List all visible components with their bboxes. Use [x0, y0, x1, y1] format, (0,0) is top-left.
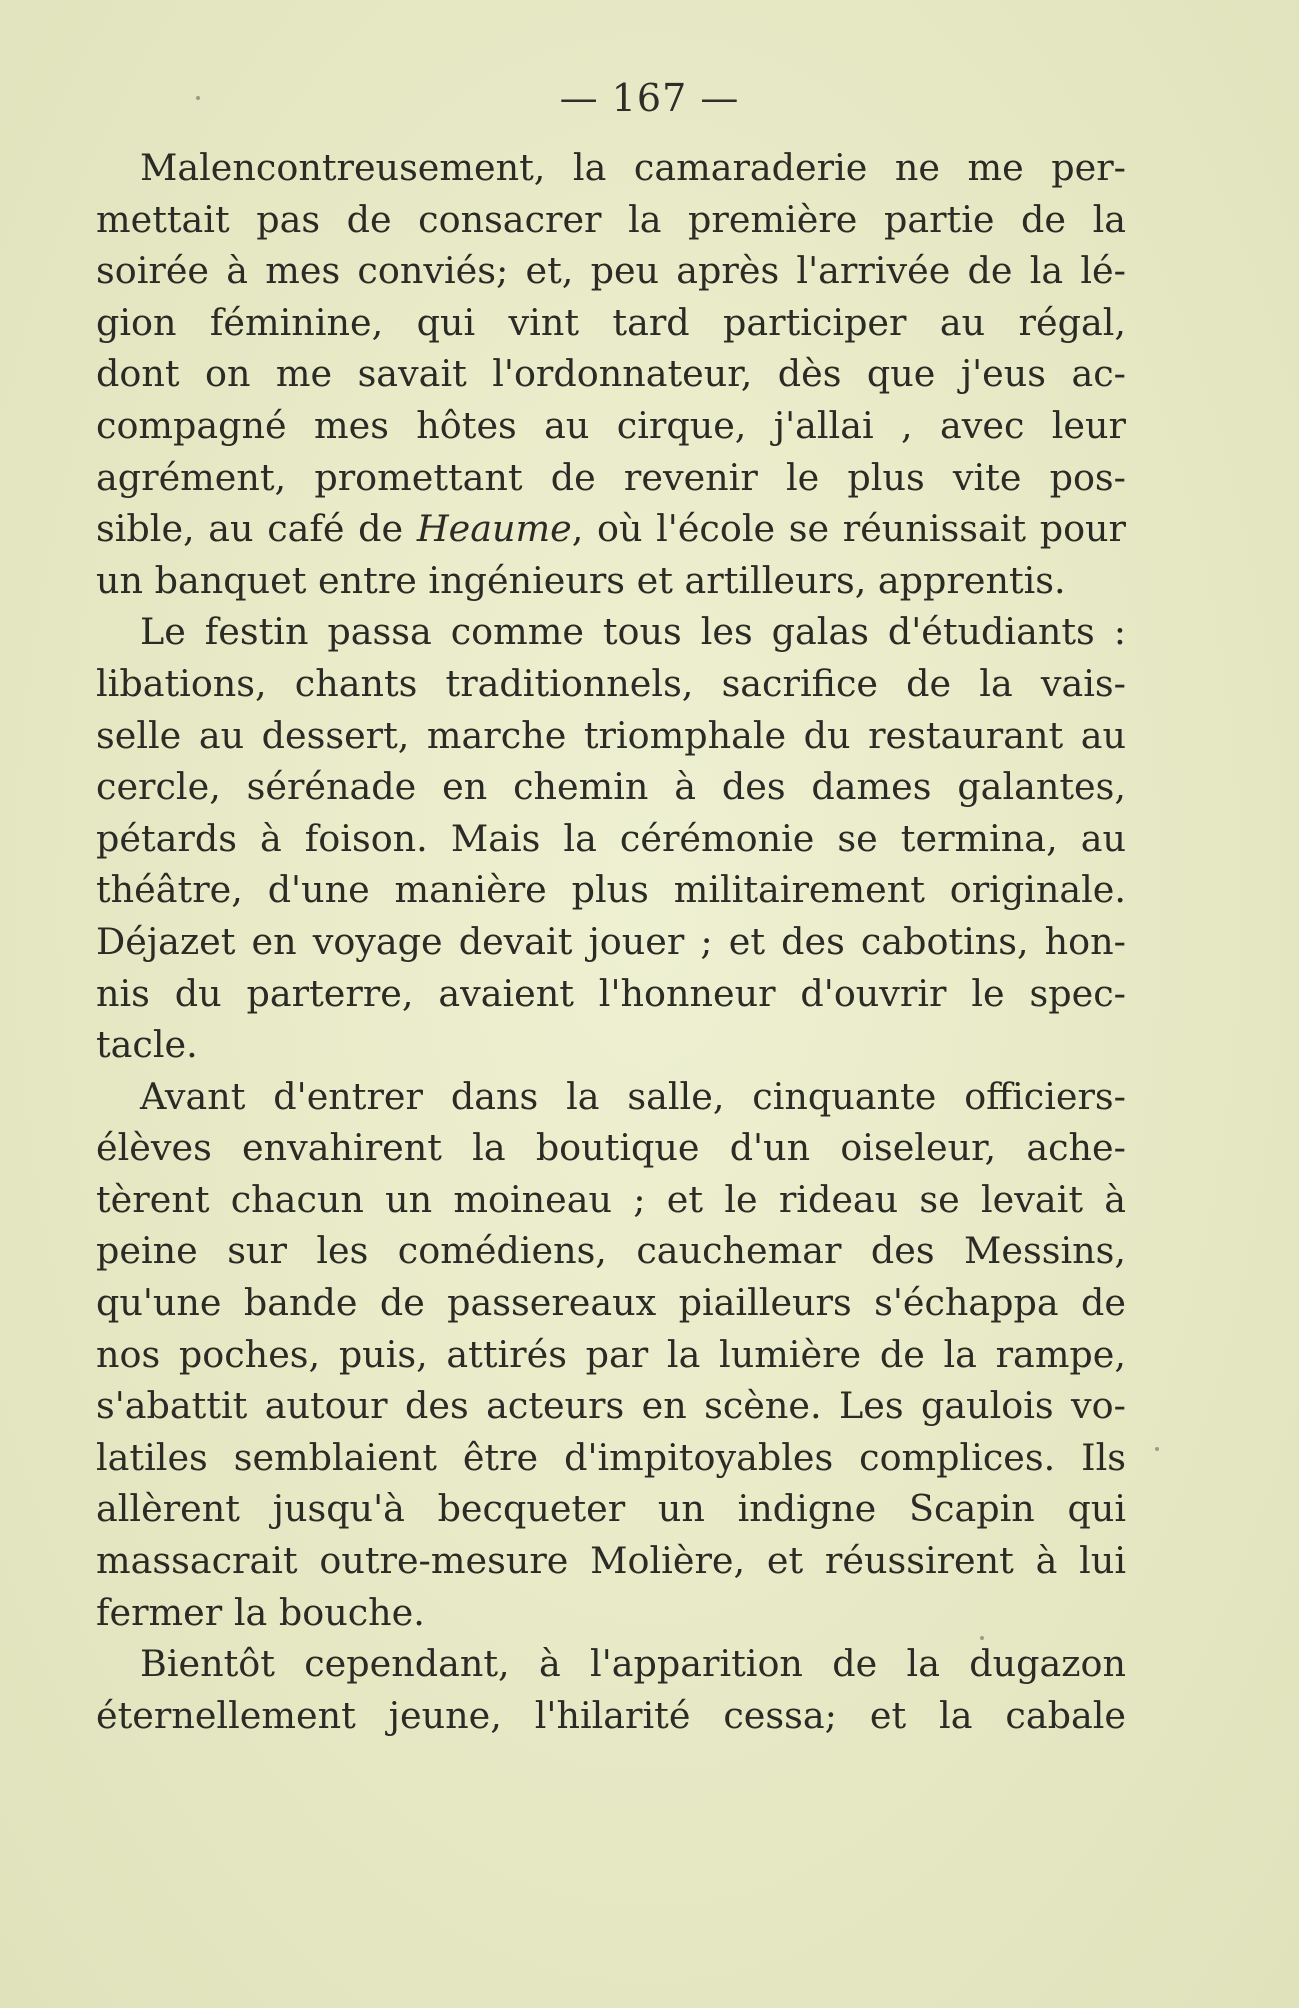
- text-line: nis du parterre, avaient l'honneur d'ouvrir le spec-: [96, 971, 1126, 1015]
- paragraph-4: [96, 1638, 1126, 1741]
- text-fragment: , où l'école se réunissait pour: [571, 507, 1127, 551]
- print-speck: [1155, 1447, 1159, 1451]
- text-line: compagné mes hôtes au cirque, j'allai , avec leur: [96, 403, 1126, 447]
- paragraph-3: [96, 1071, 1126, 1639]
- text-line: élèves envahirent la boutique d'un oiseleur, ache-: [96, 1126, 1126, 1170]
- text-line: dont on me savait l'ordonnateur, dès que j'eus ac-: [96, 352, 1126, 396]
- text-line: tèrent chacun un moineau ; et le rideau se levait à: [96, 1177, 1126, 1221]
- paragraph-2: [96, 606, 1126, 1070]
- text-line: allèrent jusqu'à becqueter un indigne Scapin qui: [96, 1487, 1126, 1531]
- text-line: théâtre, d'une manière plus militairement originale.: [96, 868, 1126, 912]
- text-line: mettait pas de consacrer la première partie de la: [96, 197, 1126, 241]
- text-line: fermer la bouche.: [96, 1590, 425, 1634]
- text-line: s'abattit autour des acteurs en scène. Les gaulois vo-: [96, 1384, 1126, 1428]
- text-line: Bientôt cependant, à l'apparition de la dugazon: [140, 1642, 1126, 1686]
- text-line: peine sur les comédiens, cauchemar des Messins,: [96, 1229, 1126, 1273]
- text-line: selle au dessert, marche triomphale du restaurant au: [96, 713, 1126, 757]
- text-line: qu'une bande de passereaux piailleurs s'échappa de: [96, 1281, 1126, 1325]
- body-text: [96, 142, 1126, 1741]
- text-fragment: sible, au café de: [96, 507, 417, 551]
- text-line: soirée à mes conviés; et, peu après l'arrivée de la lé-: [96, 249, 1126, 293]
- text-line-with-italic: [96, 503, 1126, 555]
- text-line: agrément, promettant de revenir le plus vite pos-: [96, 455, 1126, 499]
- print-speck: [980, 1636, 984, 1640]
- text-line: nos poches, puis, attirés par la lumière de la rampe,: [96, 1332, 1126, 1376]
- italic-name: Heaume: [416, 507, 572, 551]
- text-line: libations, chants traditionnels, sacrifice de la vais-: [96, 661, 1126, 705]
- text-line: massacrait outre-mesure Molière, et réussirent à lui: [96, 1539, 1126, 1583]
- text-line: Déjazet en voyage devait jouer ; et des cabotins, hon-: [96, 919, 1126, 963]
- text-line: tacle.: [96, 1023, 198, 1067]
- text-line: pétards à foison. Mais la cérémonie se termina, au: [96, 816, 1126, 860]
- text-line: Le festin passa comme tous les galas d'étudiants :: [140, 610, 1126, 654]
- text-line: un banquet entre ingénieurs et artilleurs, apprentis.: [96, 558, 1066, 602]
- text-line: gion féminine, qui vint tard participer au régal,: [96, 300, 1126, 344]
- page-number: — 167 —: [559, 76, 740, 120]
- text-line: éternellement jeune, l'hilarité cessa; et la cabale: [96, 1693, 1126, 1737]
- text-line: Malencontreusement, la camaraderie ne me per-: [140, 146, 1126, 189]
- text-line: cercle, sérénade en chemin à des dames galantes,: [96, 765, 1126, 809]
- paragraph-1: [96, 142, 1126, 606]
- print-speck: [196, 96, 200, 100]
- text-line: latiles semblaient être d'impitoyables complices. Ils: [96, 1435, 1126, 1479]
- text-line: Avant d'entrer dans la salle, cinquante officiers-: [140, 1074, 1126, 1118]
